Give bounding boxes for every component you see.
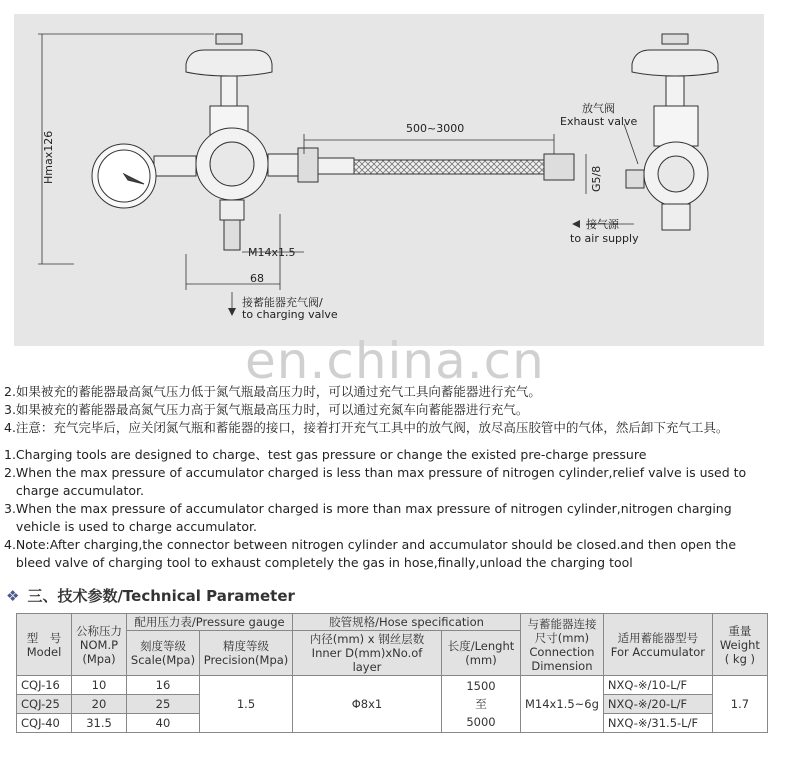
note-en-4: 4.Note:After charging,the connector between nitrogen cylinder and accumulator should be closed.and then open the: [4, 537, 737, 552]
note-en-4b: bleed valve of charging tool to exhaust completely the gas in hose,finally,unload the charging tool: [4, 555, 633, 570]
exhaust-valve-label-cn: 放气阀: [582, 102, 615, 115]
charging-valve-label-cn: 接蓄能器充气阀/: [242, 296, 323, 309]
section-title-text: 三、技术参数/Technical Parameter: [27, 587, 295, 605]
note-cn-2: 2.如果被充的蓄能器最高氮气压力低于氮气瓶最高压力时，可以通过充气工具向蓄能器进行充气。: [4, 384, 541, 399]
cell-weight: 1.7: [712, 676, 767, 733]
cell-precision: 1.5: [200, 676, 293, 733]
cell-inner: Φ8x1: [293, 676, 442, 733]
technical-parameter-table: [16, 613, 768, 733]
header-pressure-gauge: 配用压力表/Pressure gauge: [127, 614, 293, 631]
watermark: en.china.cn: [245, 332, 545, 390]
air-supply-label-cn: 接气源: [586, 218, 619, 231]
air-supply-label-en: to air supply: [570, 232, 639, 245]
header-hose-spec: 胶管规格/Hose specification: [293, 614, 521, 631]
cell-nom: 10: [72, 676, 127, 695]
exhaust-valve-label-en: Exhaust valve: [560, 115, 638, 128]
section-title: [6, 585, 295, 606]
header-length: 长度/Lenght (mm): [442, 631, 521, 676]
cell-model: CQJ-16: [17, 676, 72, 695]
header-model: 型 号 Model: [17, 614, 72, 676]
cell-accumulator: NXQ-※/31.5-L/F: [603, 714, 712, 733]
charging-valve-label-en: to charging valve: [242, 308, 338, 321]
cell-nom: 31.5: [72, 714, 127, 733]
width-dimension-label: 68: [250, 272, 264, 285]
header-scale: 刻度等级 Scale(Mpa): [127, 631, 200, 676]
note-en-3b: vehicle is used to charge accumulator.: [4, 519, 257, 534]
note-cn-3: 3.如果被充的蓄能器最高氮气压力高于氮气瓶最高压力时，可以通过充氮车向蓄能器进行充气。: [4, 402, 529, 417]
charging-tool-drawing: [14, 14, 764, 346]
notes-cn: [4, 383, 728, 437]
thread-dimension-label: G5/8: [590, 165, 603, 192]
notes-en: [4, 446, 746, 572]
header-nominal-pressure: 公称压力 NOM.P (Mpa): [72, 614, 127, 676]
note-en-3: 3.When the max pressure of accumulator charged is more than max pressure of nitrogen cylinder,nitrogen charging: [4, 501, 732, 516]
header-inner-diameter: 内径(mm) x 钢丝层数 Inner D(mm)xNo.of layer: [293, 631, 442, 676]
height-dimension-label: Hmax126: [42, 130, 55, 184]
cell-connection: M14x1.5~6g: [521, 676, 604, 733]
cell-length: 1500 至 5000: [442, 676, 521, 733]
cell-accumulator: NXQ-※/20-L/F: [603, 695, 712, 714]
hose-length-dimension-label: 500~3000: [406, 122, 465, 135]
note-en-1: 1.Charging tools are designed to charge、test gas pressure or change the existed pre-charge pressure: [4, 447, 647, 462]
cell-model: CQJ-40: [17, 714, 72, 733]
cell-accumulator: NXQ-※/10-L/F: [603, 676, 712, 695]
connector-dimension-label: M14x1.5: [248, 246, 296, 259]
header-weight: 重量 Weight ( kg ): [712, 614, 767, 676]
cell-nom: 20: [72, 695, 127, 714]
cell-scale: 40: [127, 714, 200, 733]
diamond-bullet-icon: ❖: [6, 587, 20, 605]
note-cn-4: 4.注意：充气完毕后，应关闭氮气瓶和蓄能器的接口，接着打开充气工具中的放气阀，放尽高压胶管中的气体，然后卸下充气工具。: [4, 420, 729, 435]
header-precision: 精度等级 Precision(Mpa): [200, 631, 293, 676]
note-en-2b: charge accumulator.: [4, 483, 144, 498]
technical-drawing: [14, 14, 764, 346]
header-accumulator: 适用蓄能器型号 For Accumulator: [603, 614, 712, 676]
header-connection: 与蓄能器连接 尺寸(mm) Connection Dimension: [521, 614, 604, 676]
cell-model: CQJ-25: [17, 695, 72, 714]
table-row: [17, 676, 768, 695]
cell-scale: 25: [127, 695, 200, 714]
cell-scale: 16: [127, 676, 200, 695]
note-en-2: 2.When the max pressure of accumulator charged is less than max pressure of nitrogen cylinder,relief valve is used to: [4, 465, 747, 480]
